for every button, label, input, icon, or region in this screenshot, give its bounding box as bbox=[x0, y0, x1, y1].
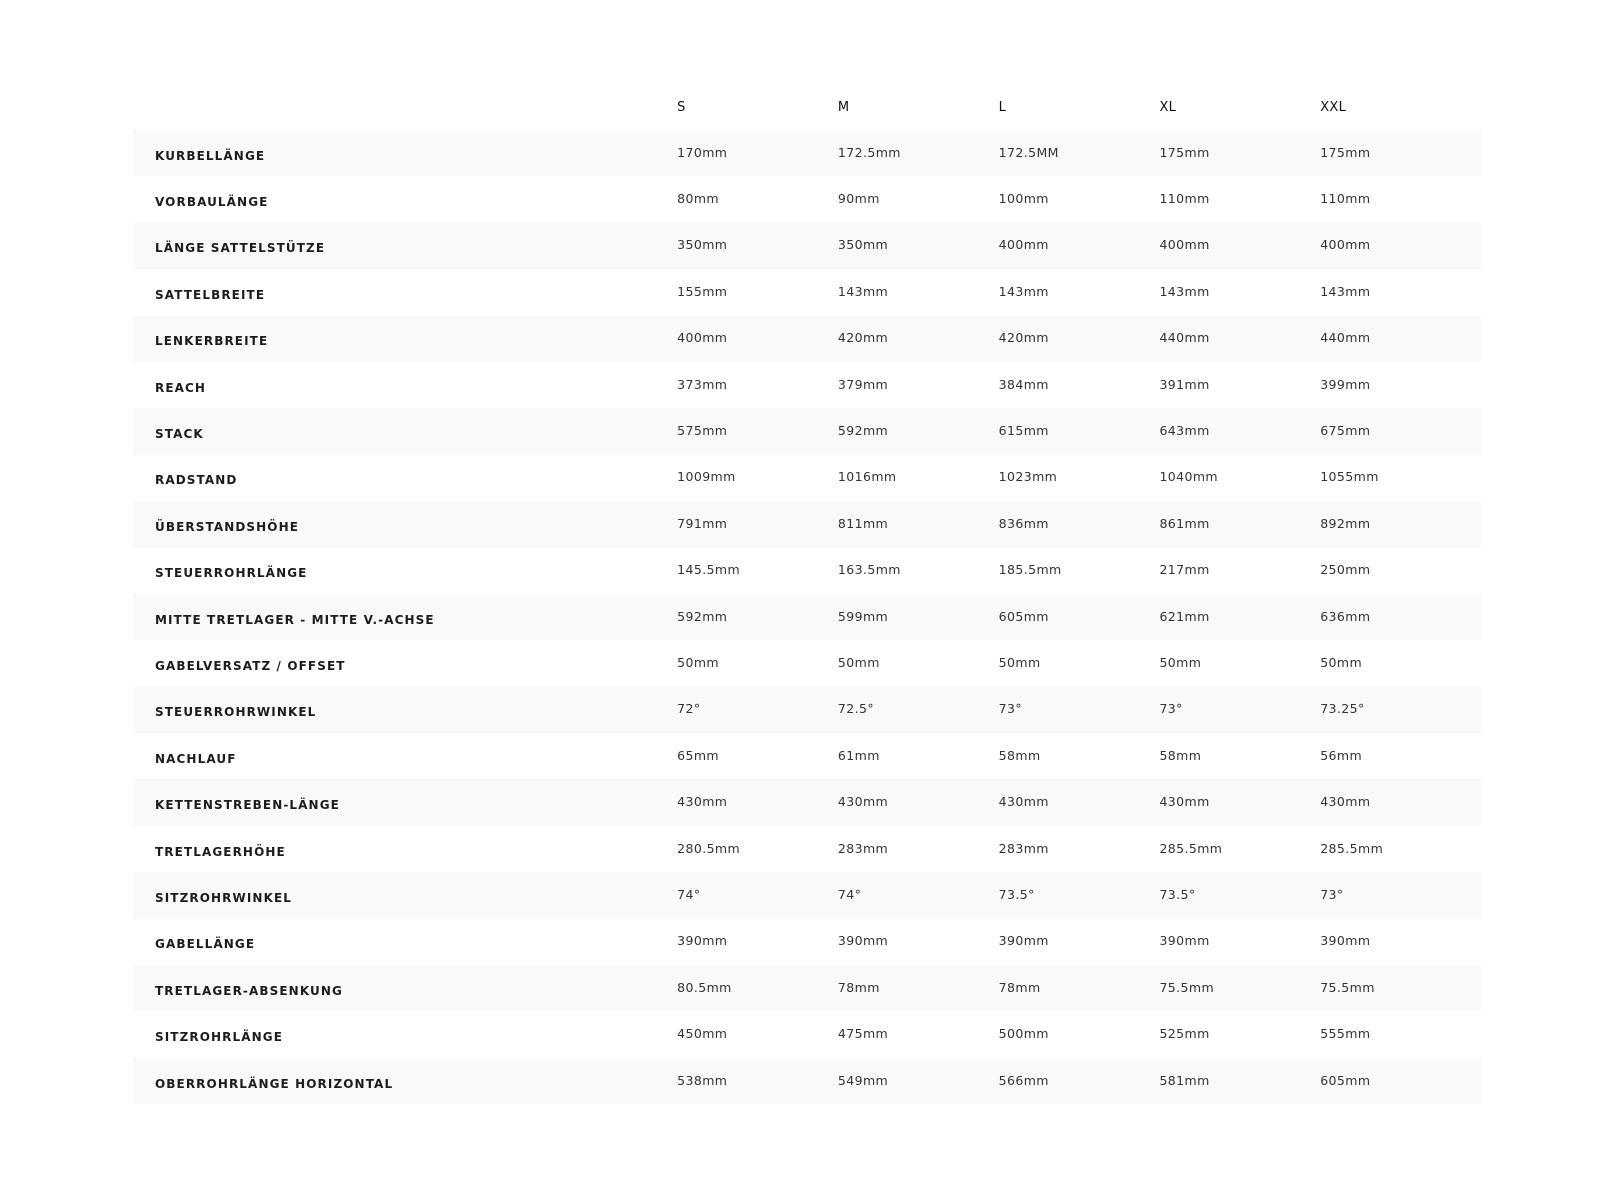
size-header-m: M bbox=[837, 99, 850, 115]
table-row bbox=[133, 965, 1481, 1011]
table-cell: 549mm bbox=[837, 1072, 889, 1088]
table-cell: 400mm bbox=[677, 330, 728, 346]
table-cell: 440mm bbox=[1159, 330, 1210, 346]
row-label-cell bbox=[133, 422, 677, 441]
table-cell: 400mm bbox=[1159, 237, 1210, 253]
row-label: SITZROHRWINKEL bbox=[155, 890, 293, 905]
table-cell: 538mm bbox=[677, 1072, 728, 1088]
table-cell: 605mm bbox=[998, 608, 1049, 624]
row-label-cell bbox=[133, 932, 677, 951]
table-cell: 836mm bbox=[998, 515, 1049, 531]
table-row bbox=[133, 223, 1481, 269]
table-row bbox=[133, 316, 1481, 362]
row-label: LENKERBREITE bbox=[155, 334, 269, 349]
table-cell: 379mm bbox=[837, 376, 889, 392]
table-cell: 566mm bbox=[998, 1072, 1049, 1088]
table-cell: 155mm bbox=[677, 283, 728, 299]
table-cell: 143mm bbox=[1159, 283, 1210, 299]
row-label: KETTENSTREBEN-LÄNGE bbox=[155, 798, 340, 813]
table-cell: 525mm bbox=[1159, 1026, 1210, 1042]
table-cell: 615mm bbox=[998, 423, 1049, 439]
table-cell: 73.25° bbox=[1320, 701, 1365, 717]
row-label-cell bbox=[133, 515, 677, 534]
table-row bbox=[133, 826, 1481, 872]
table-cell: 1009mm bbox=[677, 469, 736, 485]
table-cell: 450mm bbox=[677, 1026, 728, 1042]
table-cell: 400mm bbox=[1320, 237, 1371, 253]
table-row bbox=[133, 640, 1481, 686]
table-cell: 430mm bbox=[837, 794, 889, 810]
row-label-cell bbox=[133, 144, 677, 163]
table-row bbox=[133, 1058, 1481, 1104]
table-cell: 399mm bbox=[1320, 376, 1371, 392]
table-cell: 73.5° bbox=[1159, 886, 1196, 902]
row-label-cell bbox=[133, 608, 677, 627]
table-cell: 373mm bbox=[677, 376, 728, 392]
table-row bbox=[133, 548, 1481, 594]
table-cell: 50mm bbox=[998, 654, 1041, 670]
table-cell: 430mm bbox=[677, 794, 728, 810]
row-label: VORBAULÄNGE bbox=[155, 195, 269, 210]
table-cell: 621mm bbox=[1159, 608, 1210, 624]
row-label: TRETLAGER-ABSENKUNG bbox=[155, 983, 343, 998]
table-cell: 390mm bbox=[677, 933, 728, 949]
row-label: STEUERROHRLÄNGE bbox=[155, 566, 308, 581]
table-cell: 283mm bbox=[998, 840, 1049, 856]
table-cell: 675mm bbox=[1320, 423, 1371, 439]
geometry-table bbox=[133, 84, 1481, 1104]
table-cell: 475mm bbox=[837, 1026, 889, 1042]
table-cell: 420mm bbox=[998, 330, 1049, 346]
table-cell: 50mm bbox=[837, 654, 880, 670]
table-row bbox=[133, 130, 1481, 176]
table-cell: 605mm bbox=[1320, 1072, 1371, 1088]
table-cell: 74° bbox=[837, 886, 862, 902]
table-cell: 1040mm bbox=[1159, 469, 1219, 485]
row-label-cell bbox=[133, 1072, 677, 1091]
table-cell: 78mm bbox=[837, 979, 880, 995]
row-label-cell bbox=[133, 190, 677, 209]
table-row bbox=[133, 919, 1481, 965]
table-header bbox=[133, 84, 1481, 130]
table-cell: 430mm bbox=[1320, 794, 1371, 810]
row-label: GABELLÄNGE bbox=[155, 937, 256, 952]
table-row bbox=[133, 501, 1481, 547]
table-cell: 143mm bbox=[998, 283, 1049, 299]
row-label: STEUERROHRWINKEL bbox=[155, 705, 317, 720]
row-label-cell bbox=[133, 886, 677, 905]
table-cell: 390mm bbox=[837, 933, 889, 949]
table-cell: 555mm bbox=[1320, 1026, 1371, 1042]
table-cell: 73.5° bbox=[998, 886, 1035, 902]
table-cell: 400mm bbox=[998, 237, 1049, 253]
table-cell: 1055mm bbox=[1320, 469, 1379, 485]
table-cell: 892mm bbox=[1320, 515, 1371, 531]
table-cell: 75.5mm bbox=[1320, 979, 1375, 995]
row-label: NACHLAUF bbox=[155, 751, 237, 766]
table-row bbox=[133, 455, 1481, 501]
row-label: OBERROHRLÄNGE HORIZONTAL bbox=[155, 1076, 394, 1091]
table-cell: 350mm bbox=[837, 237, 889, 253]
table-cell: 390mm bbox=[1320, 933, 1371, 949]
table-cell: 430mm bbox=[1159, 794, 1210, 810]
table-cell: 592mm bbox=[837, 423, 889, 439]
table-cell: 791mm bbox=[677, 515, 728, 531]
table-cell: 599mm bbox=[837, 608, 889, 624]
table-cell: 58mm bbox=[998, 747, 1041, 763]
row-label: GABELVERSATZ / OFFSET bbox=[155, 658, 346, 673]
table-cell: 250mm bbox=[1320, 562, 1371, 578]
row-label-cell bbox=[133, 376, 677, 395]
table-cell: 73° bbox=[1159, 701, 1183, 717]
table-cell: 643mm bbox=[1159, 423, 1210, 439]
table-cell: 861mm bbox=[1159, 515, 1210, 531]
table-cell: 185.5mm bbox=[998, 562, 1062, 578]
table-cell: 61mm bbox=[837, 747, 880, 763]
table-cell: 811mm bbox=[837, 515, 889, 531]
table-cell: 430mm bbox=[998, 794, 1049, 810]
table-cell: 50mm bbox=[1159, 654, 1202, 670]
table-row bbox=[133, 362, 1481, 408]
row-label: SATTELBREITE bbox=[155, 287, 266, 302]
table-row bbox=[133, 733, 1481, 779]
table-cell: 80.5mm bbox=[677, 979, 732, 995]
row-label-cell bbox=[133, 700, 677, 719]
row-label: LÄNGE SATTELSTÜTZE bbox=[155, 241, 326, 256]
table-cell: 163.5mm bbox=[837, 562, 901, 578]
row-label-cell bbox=[133, 654, 677, 673]
row-label-cell bbox=[133, 840, 677, 859]
table-row bbox=[133, 269, 1481, 315]
table-row bbox=[133, 176, 1481, 222]
table-body bbox=[133, 130, 1481, 1104]
table-cell: 73° bbox=[998, 701, 1023, 717]
row-label: REACH bbox=[155, 380, 207, 395]
row-label: TRETLAGERHÖHE bbox=[155, 844, 286, 859]
table-cell: 390mm bbox=[998, 933, 1049, 949]
table-cell: 74° bbox=[677, 886, 701, 902]
table-cell: 80mm bbox=[677, 191, 719, 207]
size-header-xxl: XXL bbox=[1320, 99, 1347, 115]
table-cell: 110mm bbox=[1320, 191, 1371, 207]
row-label: ÜBERSTANDSHÖHE bbox=[155, 519, 300, 534]
table-row bbox=[133, 1011, 1481, 1057]
table-cell: 58mm bbox=[1159, 747, 1202, 763]
row-label-cell bbox=[133, 793, 677, 812]
table-cell: 172.5mm bbox=[837, 144, 901, 160]
table-cell: 65mm bbox=[677, 747, 719, 763]
table-row bbox=[133, 594, 1481, 640]
row-label-cell bbox=[133, 283, 677, 302]
table-cell: 110mm bbox=[1159, 191, 1210, 207]
table-cell: 285.5mm bbox=[1320, 840, 1384, 856]
size-header-xl: XL bbox=[1159, 99, 1177, 115]
table-cell: 384mm bbox=[998, 376, 1049, 392]
row-label-cell bbox=[133, 979, 677, 998]
table-cell: 390mm bbox=[1159, 933, 1210, 949]
table-cell: 391mm bbox=[1159, 376, 1210, 392]
table-cell: 217mm bbox=[1159, 562, 1210, 578]
table-cell: 78mm bbox=[998, 979, 1041, 995]
table-cell: 172.5MM bbox=[998, 144, 1059, 160]
table-cell: 73° bbox=[1320, 886, 1344, 902]
table-cell: 581mm bbox=[1159, 1072, 1210, 1088]
table-cell: 50mm bbox=[677, 654, 719, 670]
table-row bbox=[133, 872, 1481, 918]
row-label: SITZROHRLÄNGE bbox=[155, 1030, 284, 1045]
table-cell: 90mm bbox=[837, 191, 880, 207]
table-cell: 72.5° bbox=[837, 701, 874, 717]
table-cell: 440mm bbox=[1320, 330, 1371, 346]
table-cell: 100mm bbox=[998, 191, 1049, 207]
row-label: KURBELLÄNGE bbox=[155, 148, 266, 163]
size-header-l: L bbox=[998, 99, 1007, 115]
table-cell: 1016mm bbox=[837, 469, 897, 485]
table-cell: 145.5mm bbox=[677, 562, 741, 578]
row-label-cell bbox=[133, 468, 677, 487]
table-cell: 50mm bbox=[1320, 654, 1363, 670]
table-cell: 420mm bbox=[837, 330, 889, 346]
table-cell: 75.5mm bbox=[1159, 979, 1215, 995]
table-cell: 1023mm bbox=[998, 469, 1058, 485]
table-cell: 592mm bbox=[677, 608, 728, 624]
table-cell: 636mm bbox=[1320, 608, 1371, 624]
table-cell: 575mm bbox=[677, 423, 728, 439]
row-label-cell bbox=[133, 747, 677, 766]
table-cell: 175mm bbox=[1159, 144, 1210, 160]
row-label: STACK bbox=[155, 427, 204, 442]
table-cell: 143mm bbox=[837, 283, 889, 299]
row-label: RADSTAND bbox=[155, 473, 238, 488]
table-cell: 350mm bbox=[677, 237, 728, 253]
table-row bbox=[133, 687, 1481, 733]
table-row bbox=[133, 779, 1481, 825]
table-cell: 283mm bbox=[837, 840, 889, 856]
table-cell: 285.5mm bbox=[1159, 840, 1223, 856]
table-cell: 175mm bbox=[1320, 144, 1371, 160]
table-cell: 56mm bbox=[1320, 747, 1363, 763]
table-cell: 72° bbox=[677, 701, 701, 717]
table-row bbox=[133, 408, 1481, 454]
row-label-cell bbox=[133, 236, 677, 255]
table-cell: 143mm bbox=[1320, 283, 1371, 299]
table-cell: 500mm bbox=[998, 1026, 1049, 1042]
row-label-cell bbox=[133, 329, 677, 348]
row-label: MITTE TRETLAGER - MITTE V.-ACHSE bbox=[155, 612, 435, 627]
row-label-cell bbox=[133, 1025, 677, 1044]
table-cell: 170mm bbox=[677, 144, 728, 160]
table-cell: 280.5mm bbox=[677, 840, 741, 856]
size-header-s: S bbox=[677, 99, 686, 115]
row-label-cell bbox=[133, 561, 677, 580]
